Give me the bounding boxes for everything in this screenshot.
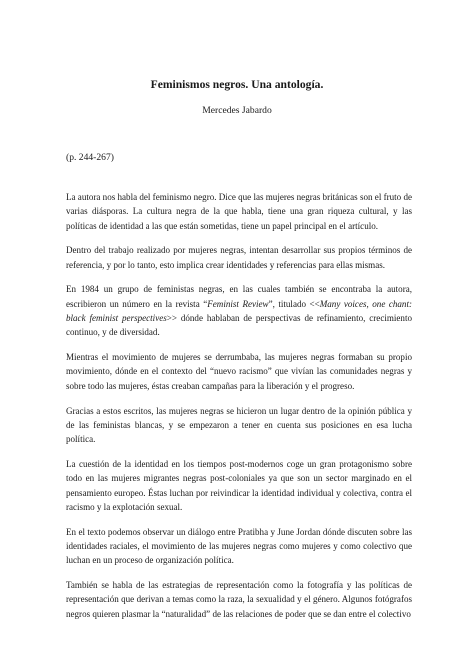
document-body <box>66 190 412 631</box>
page-range: (p. 244-267) <box>66 152 114 163</box>
paragraph-5: Gracias a estos escritos, las mujeres negras se hicieron un lugar dentro de la opinión pública y de las feministas blancas, y se empezaron a tener en cuenta sus posiciones en esa lucha política. <box>66 405 412 445</box>
paragraph-7: En el texto podemos observar un diálogo entre Pratibha y June Jordan dónde discuten sobre las identidades raciales, el movimiento de las mujeres negras como mujeres y como colectivo que luchan en un proceso de organización política. <box>66 526 412 566</box>
paragraph-6: La cuestión de la identidad en los tiempos post-modernos coge un gran protagonismo sobre todo en las mujeres migrantes negras post-coloniales ya que son un sector marginado en el pensamiento europeo. Éstas luchan por reivindicar la identidad individual y colectiva, contra el racismo y la explotación sexual. <box>66 458 412 512</box>
paragraph-4: Mientras el movimiento de mujeres se derrumbaba, las mujeres negras formaban su propio movimiento, dónde en el contexto del “nuevo racismo” que vivían las comunidades negras y sobre todo las mujeres, éstas creaban campañas para la liberación y el progreso. <box>66 352 412 391</box>
issue-title: Many voices, one chant: black feminist perspectives <box>66 298 412 324</box>
paragraph-3 <box>66 282 412 339</box>
paragraph-1: La autora nos habla del feminismo negro. Dice que las mujeres negras británicas son el fruto de varias diásporas. La cultura negra de la que habla, tiene una gran riqueza cultural, y las políticas de identidad a las que están sometidas, tiene un papel principal en el artículo. <box>66 192 412 231</box>
document-title: Feminismos negros. Una antología. <box>150 78 324 91</box>
paragraph-3-text-a: En 1984 un grupo de feministas negras, en las cuales también se encontraba la autora, escribieron un número en la revista “ <box>66 284 412 309</box>
paragraph-3-text-c: >> dónde hablaban de perspectivas de refinamiento, crecimiento continuo, y de diversidad. <box>66 313 412 338</box>
document-author: Mercedes Jabardo <box>202 105 272 116</box>
paragraph-3-text-b: ”, titulado << <box>268 298 320 309</box>
journal-title: Feminist Review <box>207 298 269 309</box>
paragraph-8: También se habla de las estrategias de representación como la fotografía y las políticas de representación que derivan a temas como la raza, la sexualidad y el género. Algunos fotógrafos negros quieren plasmar la “naturalidad” de las relaciones de poder que se dan entre el colectivo <box>66 580 412 619</box>
paragraph-2: Dentro del trabajo realizado por mujeres negras, intentan desarrollar sus propios términos de referencia, y por lo tanto, esto implica crear identidades y referencias para ellas mismas. <box>66 245 412 270</box>
